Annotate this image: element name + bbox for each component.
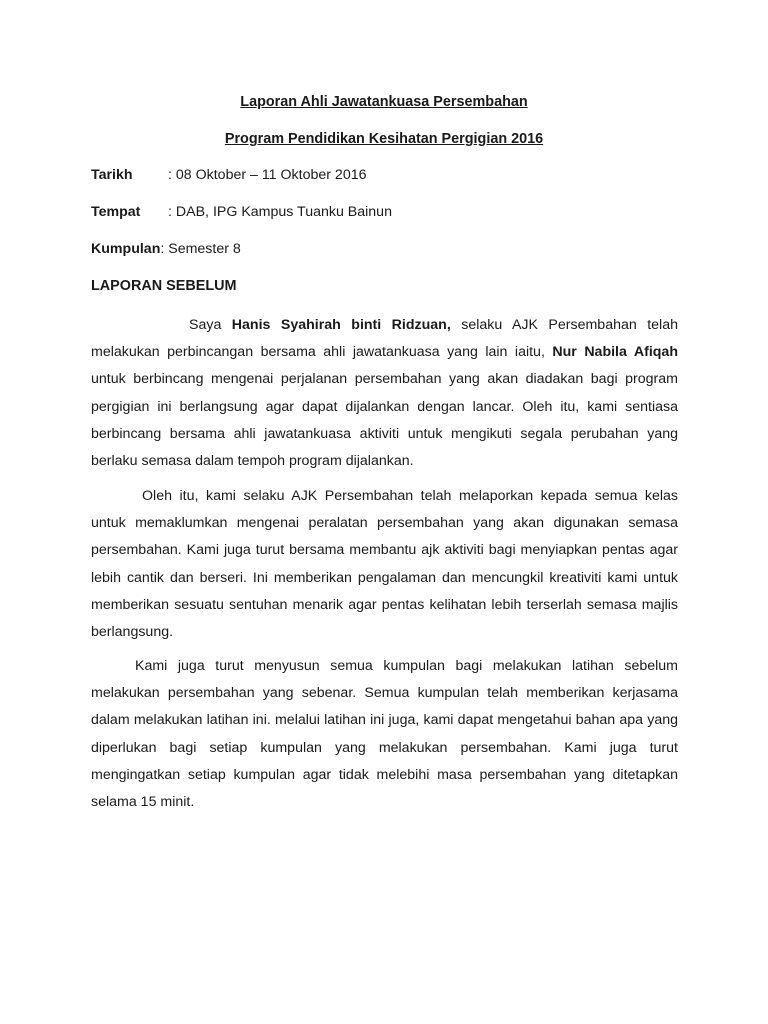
meta-row-kumpulan	[91, 241, 241, 261]
meta-row-tempat	[91, 204, 392, 224]
paragraph-1-part-b: selaku AJK Persembahan telah melakukan perbincangan bersama ahli jawatankuasa yang lain iaitu,	[91, 317, 678, 361]
tarikh-label: Tarikh	[91, 167, 133, 183]
paragraph-3: Kami juga turut menyusun semua kumpulan bagi melakukan latihan sebelum melakukan persembahan yang sebenar. Semua kumpulan telah memberikan kerjasama dalam melakukan latihan ini. melalui latihan ini juga, kami dapat mengetahui bahan apa yang diperlukan bagi setiap kumpulan yang melakukan persembahan. Kami juga turut mengingatkan setiap kumpulan agar tidak melebihi masa persembahan yang ditetapkan selama 15 minit.	[91, 658, 678, 811]
tempat-value: : DAB, IPG Kampus Tuanku Bainun	[168, 204, 392, 220]
document-subtitle: Program Pendidikan Kesihatan Pergigian 2016	[224, 131, 544, 147]
section-heading: LAPORAN SEBELUM	[91, 278, 237, 294]
person-name-2: Nur Nabila Afiqah	[552, 344, 678, 361]
paragraph-2: Oleh itu, kami selaku AJK Persembahan telah melaporkan kepada semua kelas untuk memaklumkan mengenai peralatan persembahan yang akan digunakan semasa persembahan. Kami juga turut bersama membantu ajk aktiviti bagi menyiapkan pentas agar lebih cantik dan berseri. Ini memberikan pengalaman dan mencungkil kreativiti kami untuk memberikan sesuatu sentuhan menarik agar pentas kelihatan lebih terserlah semasa majlis berlangsung.	[91, 488, 678, 641]
document-title: Laporan Ahli Jawatankuasa Persembahan	[240, 94, 528, 110]
paragraph-1	[91, 312, 678, 475]
paragraph-1-part-c: untuk berbincang mengenai perjalanan persembahan yang akan diadakan bagi program pergigian ini berlangsung agar dapat dijalankan dengan lancar. Oleh itu, kami sentiasa berbincang bersama ahli jawatankuasa aktiviti untuk mengikuti segala perubahan yang berlaku semasa dalam tempoh program dijalankan.	[91, 371, 678, 470]
paragraph-1-part-a: Saya	[189, 317, 232, 333]
meta-row-tarikh	[91, 167, 367, 187]
tempat-label: Tempat	[91, 204, 141, 220]
kumpulan-label: Kumpulan	[91, 241, 161, 257]
tarikh-value: : 08 Oktober – 11 Oktober 2016	[168, 167, 367, 183]
person-name-1: Hanis Syahirah binti Ridzuan,	[231, 317, 451, 333]
kumpulan-value: : Semester 8	[160, 241, 241, 257]
